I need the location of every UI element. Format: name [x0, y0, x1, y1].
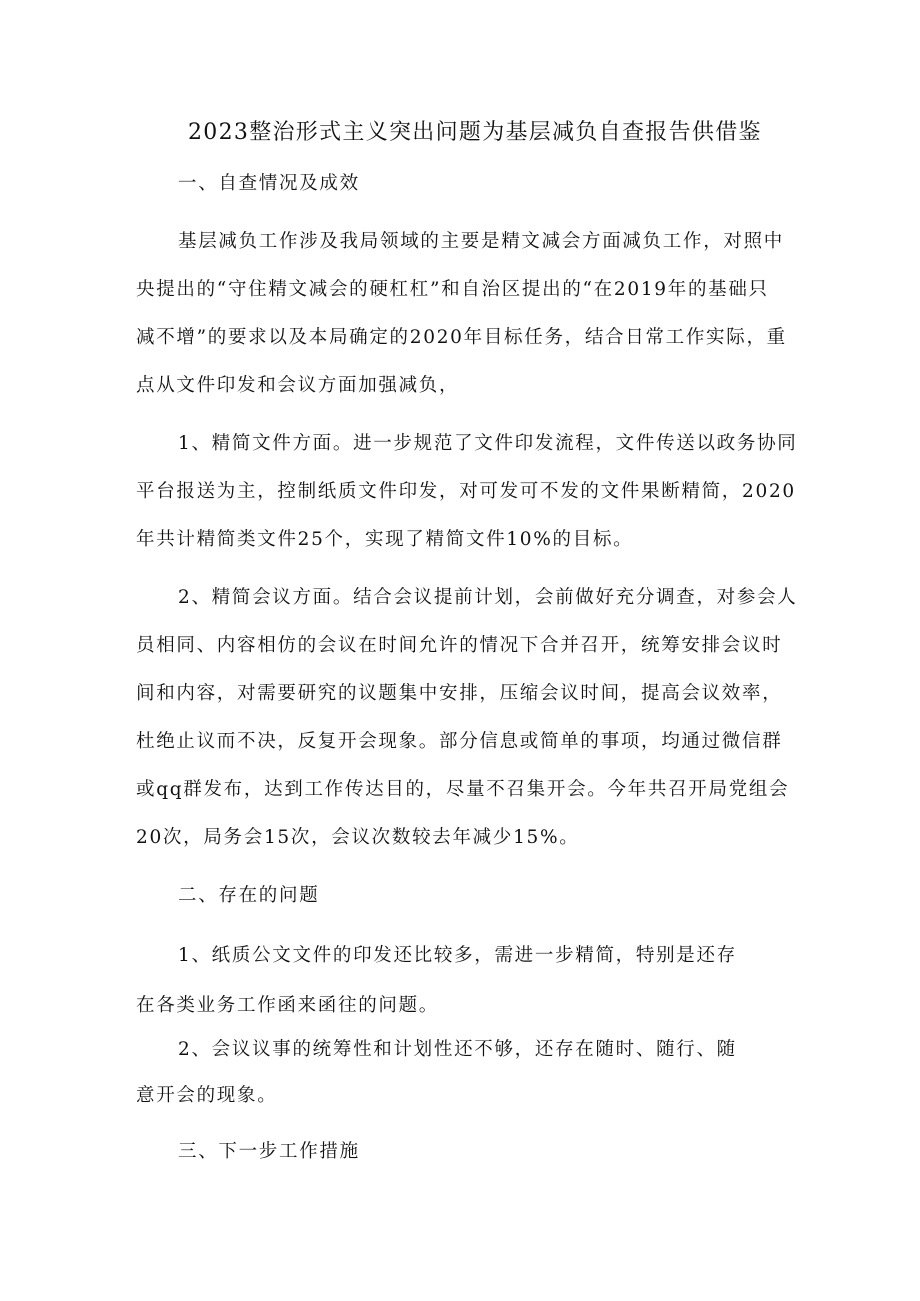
paragraph-3-line-1: 2、精简会议方面。结合会议提前计划，会前做好充分调查，对参会人: [178, 587, 798, 608]
paragraph-1-line-1: 基层减负工作涉及我局领域的主要是精文减会方面减负工作，对照中: [178, 231, 785, 252]
paragraph-3-line-3: 间和内容，对需要研究的议题集中安排，压缩会议时间，提高会议效率，: [136, 683, 783, 704]
paragraph-4-line-1: 1、纸质公文文件的印发还比较多，需进一步精简，特别是还存: [178, 945, 737, 966]
paragraph-1-line-3: 减不增”的要求以及本局确定的2020年目标任务，结合日常工作实际，重: [136, 327, 787, 348]
section-heading-3: 三、下一步工作措施: [178, 1141, 360, 1162]
paragraph-5-line-2: 意开会的现象。: [136, 1085, 278, 1106]
section-heading-2: 二、存在的问题: [178, 885, 320, 906]
document-title: 2023整治形式主义突出问题为基层减负自查报告供借鉴: [188, 120, 762, 145]
paragraph-3-line-5: 或qq群发布，达到工作传达目的，尽量不召集开会。今年共召开局党组会: [136, 779, 790, 800]
paragraph-4-line-2: 在各类业务工作函来函往的问题。: [136, 995, 440, 1016]
paragraph-3-line-2: 员相同、内容相仿的会议在时间允许的情况下合并召开，统筹安排会议时: [136, 635, 783, 656]
paragraph-3-line-4: 杜绝止议而不决，反复开会现象。部分信息或简单的事项，均通过微信群: [136, 731, 783, 752]
paragraph-2-line-1: 1、精简文件方面。进一步规范了文件印发流程，文件传送以政务协同: [178, 433, 798, 454]
paragraph-1-line-4: 点从文件印发和会议方面加强减负，: [136, 375, 460, 396]
paragraph-5-line-1: 2、会议议事的统筹性和计划性还不够，还存在随时、随行、随: [178, 1039, 737, 1060]
paragraph-3-line-6: 20次，局务会15次，会议次数较去年减少15%。: [136, 827, 580, 848]
paragraph-1-line-2: 央提出的“守住精文减会的硬杠杠”和自治区提出的“在2019年的基础只: [136, 279, 769, 300]
section-heading-1: 一、自查情况及成效: [178, 173, 360, 194]
paragraph-2-line-3: 年共计精简类文件25个，实现了精简文件10%的目标。: [136, 529, 634, 550]
paragraph-2-line-2: 平台报送为主，控制纸质文件印发，对可发可不发的文件果断精简，2020: [136, 481, 796, 502]
